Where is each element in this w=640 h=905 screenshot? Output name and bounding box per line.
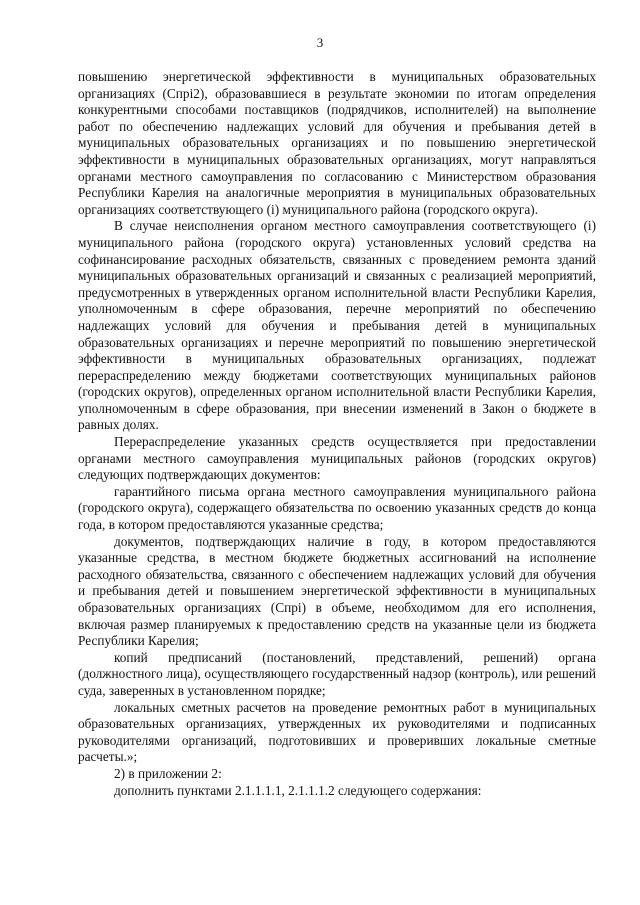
paragraph-8: 2) в приложении 2: <box>114 765 222 781</box>
paragraph-5: документов, подтверждающих наличие в году, в котором предоставляются указанные средства, в местном бюджете бюджетных ассигнований на исполнение расходного обязательства, связанного с обеспечением надлежащих условий для обучения и пребывания детей и повышением энергетической эффективности в муниципальных образовательных организациях (Спрі) в объеме, необходимом для его исполнения, включая размер планируемых к предоставлению средств на указанные цели из бюджета Республики Карелия; <box>78 533 596 649</box>
paragraph-4: гарантийного письма органа местного самоуправления муниципального района (городского округа), содержащего обязательства по освоению указанных средств до конца года, в котором предоставляются указанные средства; <box>78 483 596 533</box>
paragraph-2: В случае неисполнения органом местного самоуправления соответствующего (i) муниципального района (городского округа) установленных условий средства на софинансирование расходных обязательств, связанных с проведением ремонта зданий муниципальных образовательных организаций и связанных с реализацией мероприятий, предусмотренных в утвержденных органом исполнительной власти Республики Карелия, уполномоченным в сфере образования, перечне мероприятий по обеспечению надлежащих условий для обучения и пребывания детей в муниципальных образовательных организациях и перечне мероприятий по повышению энергетической эффективности в муниципальных образовательных организациях, подлежат перераспределению между бюджетами соответствующих муниципальных районов (городских округов), определенных органом исполнительной власти Республики Карелия, уполномоченным в сфере образования, при внесении изменений в Закон о бюджете в равных долях. <box>78 218 596 433</box>
paragraph-7: локальных сметных расчетов на проведение ремонтных работ в муниципальных образовательных организациях, утвержденных их руководителями и подписанных руководителями организаций, подготовивших и проверивших локальные сметные расчеты.»; <box>78 699 596 765</box>
paragraph-9: дополнить пунктами 2.1.1.1.1, 2.1.1.1.2 следующего содержания: <box>114 782 482 798</box>
paragraph-6: копий предписаний (постановлений, представлений, решений) органа (должностного лица), осуществляющего государственный надзор (контроль), или решений суда, заверенных в установленном порядке; <box>78 649 596 698</box>
page-number: 3 <box>316 35 324 50</box>
paragraph-3: Перераспределение указанных средств осуществляется при предоставлении органами местного самоуправления муниципальных районов (городских округов) следующих подтверждающих документов: <box>78 434 596 483</box>
body-text <box>78 69 596 799</box>
paragraph-1: повышению энергетической эффективности в муниципальных образовательных организациях (Спрі2), образовавшиеся в результате экономии по итогам определения конкурентными способами поставщиков (подрядчиков, исполнителей) на выполнение работ по обеспечению надлежащих условий для обучения и пребывания детей в муниципальных образовательных организациях и по повышению энергетической эффективности в муниципальных образовательных организациях, могут направляться органами местного самоуправления по согласованию с Министерством образования Республики Карелия на аналогичные мероприятия в муниципальных образовательных организациях соответствующего (i) муниципального района (городского округа). <box>78 69 596 217</box>
